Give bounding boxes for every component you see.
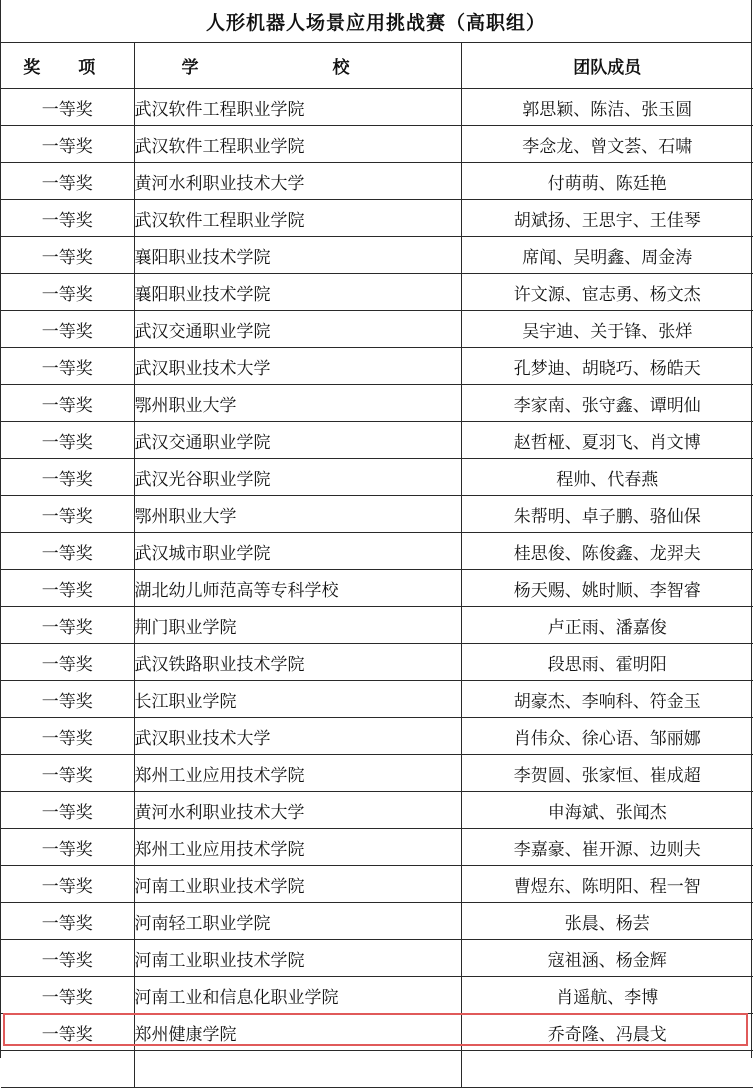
team-cell: 申海斌、张闻杰	[461, 792, 753, 829]
school-cell: 河南工业和信息化职业学院	[134, 977, 461, 1014]
table-row	[1, 274, 753, 311]
award-cell: 一等奖	[1, 200, 134, 237]
award-cell: 一等奖	[1, 496, 134, 533]
team-cell: 朱帮明、卓子鹏、骆仙保	[461, 496, 753, 533]
award-cell: 一等奖	[1, 274, 134, 311]
table-row	[1, 977, 753, 1014]
table-row	[1, 866, 753, 903]
header-school: 学 校	[134, 43, 461, 89]
award-cell: 一等奖	[1, 348, 134, 385]
team-cell: 肖伟众、徐心语、邹丽娜	[461, 718, 753, 755]
school-cell: 鄂州职业大学	[134, 496, 461, 533]
award-cell: 一等奖	[1, 681, 134, 718]
team-cell: 曹煜东、陈明阳、程一智	[461, 866, 753, 903]
table-row	[1, 459, 753, 496]
award-cell: 一等奖	[1, 940, 134, 977]
awards-table	[1, 43, 753, 1088]
school-cell: 武汉铁路职业技术学院	[134, 644, 461, 681]
school-cell: 河南工业职业技术学院	[134, 940, 461, 977]
team-cell: 吴宇迪、关于锋、张烊	[461, 311, 753, 348]
school-cell: 长江职业学院	[134, 681, 461, 718]
school-cell: 武汉软件工程职业学院	[134, 89, 461, 126]
award-cell: 一等奖	[1, 163, 134, 200]
team-cell: 肖遥航、李博	[461, 977, 753, 1014]
table-row	[1, 385, 753, 422]
school-cell: 武汉软件工程职业学院	[134, 126, 461, 163]
table-row	[1, 681, 753, 718]
team-cell	[461, 1051, 753, 1088]
award-cell: 一等奖	[1, 755, 134, 792]
team-cell: 李家南、张守鑫、谭明仙	[461, 385, 753, 422]
award-cell: 一等奖	[1, 829, 134, 866]
header-team: 团队成员	[461, 43, 753, 89]
school-cell: 武汉交通职业学院	[134, 311, 461, 348]
award-cell: 一等奖	[1, 903, 134, 940]
award-cell: 一等奖	[1, 533, 134, 570]
award-cell: 一等奖	[1, 1014, 134, 1051]
team-cell: 程帅、代春燕	[461, 459, 753, 496]
team-cell: 杨天赐、姚时顺、李智睿	[461, 570, 753, 607]
award-cell: 一等奖	[1, 644, 134, 681]
award-cell: 一等奖	[1, 459, 134, 496]
team-cell: 桂思俊、陈俊鑫、龙羿夫	[461, 533, 753, 570]
team-cell: 寇祖涵、杨金辉	[461, 940, 753, 977]
award-cell: 一等奖	[1, 792, 134, 829]
school-cell: 荆门职业学院	[134, 607, 461, 644]
team-cell: 胡豪杰、李响科、符金玉	[461, 681, 753, 718]
award-cell: 一等奖	[1, 126, 134, 163]
header-award: 奖 项	[1, 43, 134, 89]
team-cell: 乔奇隆、冯晨戈	[461, 1014, 753, 1051]
team-cell: 许文源、宦志勇、杨文杰	[461, 274, 753, 311]
table-row	[1, 348, 753, 385]
school-cell: 河南工业职业技术学院	[134, 866, 461, 903]
team-cell: 李嘉豪、崔开源、边则夫	[461, 829, 753, 866]
table-row	[1, 829, 753, 866]
table-title: 人形机器人场景应用挑战赛（高职组）	[1, 0, 751, 43]
team-cell: 郭思颖、陈洁、张玉圆	[461, 89, 753, 126]
school-cell: 鄂州职业大学	[134, 385, 461, 422]
award-cell	[1, 1051, 134, 1088]
school-cell: 黄河水利职业技术大学	[134, 163, 461, 200]
school-cell: 武汉光谷职业学院	[134, 459, 461, 496]
table-row	[1, 644, 753, 681]
award-cell: 一等奖	[1, 607, 134, 644]
team-cell: 付萌萌、陈廷艳	[461, 163, 753, 200]
team-cell: 李念龙、曾文荟、石啸	[461, 126, 753, 163]
team-cell: 胡斌扬、王思宇、王佳琴	[461, 200, 753, 237]
school-cell	[134, 1051, 461, 1088]
school-cell: 郑州工业应用技术学院	[134, 829, 461, 866]
team-cell: 张晨、杨芸	[461, 903, 753, 940]
school-cell: 武汉职业技术大学	[134, 718, 461, 755]
school-cell: 武汉城市职业学院	[134, 533, 461, 570]
award-cell: 一等奖	[1, 89, 134, 126]
school-cell: 湖北幼儿师范高等专科学校	[134, 570, 461, 607]
school-cell: 武汉交通职业学院	[134, 422, 461, 459]
table-row	[1, 163, 753, 200]
table-row	[1, 200, 753, 237]
school-cell: 襄阳职业技术学院	[134, 237, 461, 274]
award-cell: 一等奖	[1, 977, 134, 1014]
school-cell: 襄阳职业技术学院	[134, 274, 461, 311]
award-cell: 一等奖	[1, 311, 134, 348]
team-cell: 席闻、吴明鑫、周金涛	[461, 237, 753, 274]
table-row	[1, 607, 753, 644]
table-row	[1, 792, 753, 829]
award-cell: 一等奖	[1, 237, 134, 274]
team-cell: 赵哲桠、夏羽飞、肖文博	[461, 422, 753, 459]
award-cell: 一等奖	[1, 422, 134, 459]
award-rows	[1, 89, 753, 1088]
table-row	[1, 1014, 753, 1051]
school-cell: 郑州健康学院	[134, 1014, 461, 1051]
header-row	[1, 43, 753, 89]
award-cell: 一等奖	[1, 866, 134, 903]
table-row	[1, 533, 753, 570]
school-cell: 武汉软件工程职业学院	[134, 200, 461, 237]
table-row	[1, 422, 753, 459]
team-cell: 段思雨、霍明阳	[461, 644, 753, 681]
table-row	[1, 755, 753, 792]
school-cell: 武汉职业技术大学	[134, 348, 461, 385]
school-cell: 黄河水利职业技术大学	[134, 792, 461, 829]
award-cell: 一等奖	[1, 385, 134, 422]
table-row	[1, 718, 753, 755]
school-cell: 郑州工业应用技术学院	[134, 755, 461, 792]
award-cell: 一等奖	[1, 570, 134, 607]
table-row	[1, 89, 753, 126]
table-row	[1, 496, 753, 533]
table-row	[1, 570, 753, 607]
table-row	[1, 903, 753, 940]
table-row	[1, 311, 753, 348]
table-row	[1, 940, 753, 977]
award-cell: 一等奖	[1, 718, 134, 755]
table-row	[1, 1051, 753, 1088]
team-cell: 孔梦迪、胡晓巧、杨皓天	[461, 348, 753, 385]
team-cell: 卢正雨、潘嘉俊	[461, 607, 753, 644]
table-row	[1, 126, 753, 163]
school-cell: 河南轻工职业学院	[134, 903, 461, 940]
team-cell: 李贺圆、张家恒、崔成超	[461, 755, 753, 792]
table-row	[1, 237, 753, 274]
